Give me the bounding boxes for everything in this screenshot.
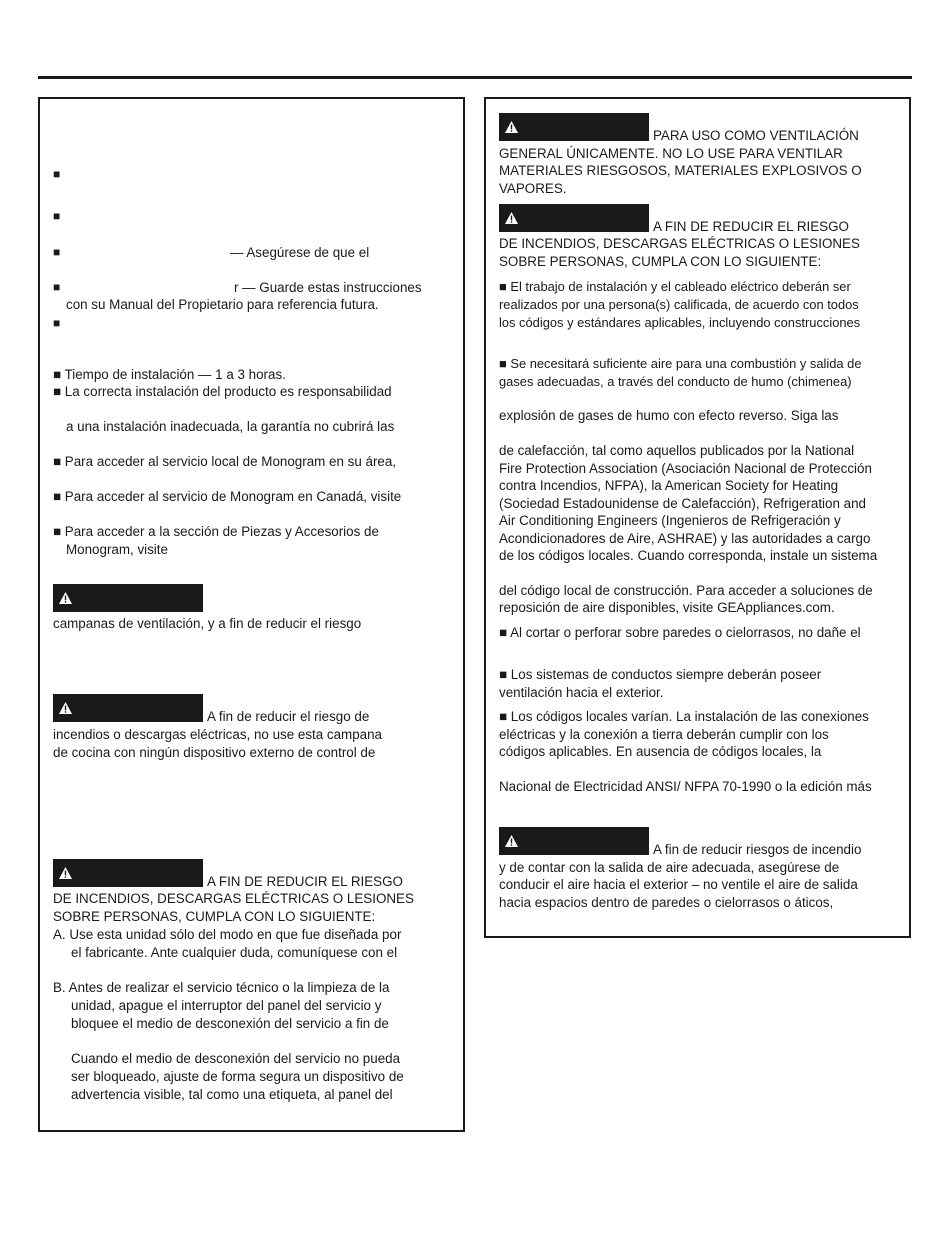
text-line: Monogram, visite bbox=[66, 542, 168, 557]
text-line: realizados por una persona(s) calificada, de acuerdo con todos bbox=[499, 297, 859, 312]
text-line: ■ Para acceder al servicio local de Monogram en su área, bbox=[53, 454, 397, 469]
text-line: incendios o descargas eléctricas, no use esta campana bbox=[53, 727, 383, 742]
text-line: ventilación hacia el exterior. bbox=[499, 685, 664, 700]
text-line: del código local de construcción. Para acceder a soluciones de bbox=[499, 583, 873, 598]
text-line: A FIN DE REDUCIR EL RIESGO bbox=[653, 219, 849, 234]
text-line: eléctricas y la conexión a tierra deberán cumplir con los bbox=[499, 727, 829, 742]
text-line: de calefacción, tal como aquellos publicados por la National bbox=[499, 443, 855, 458]
square-bullet-icon: ■ bbox=[53, 209, 61, 223]
warning-triangle-icon bbox=[505, 212, 518, 224]
warning-label bbox=[53, 859, 203, 887]
text-line: MATERIALES RIESGOSOS, MATERIALES EXPLOSIVOS O bbox=[499, 163, 862, 178]
warning-triangle-icon bbox=[59, 867, 72, 879]
warning-label bbox=[499, 204, 649, 232]
text-line: bloquee el medio de desconexión del servicio a fin de bbox=[71, 1016, 389, 1031]
text-line: los códigos y estándares aplicables, incluyendo construcciones bbox=[499, 315, 861, 330]
text-line: con su Manual del Propietario para referencia futura. bbox=[66, 297, 379, 312]
text-line: Cuando el medio de desconexión del servicio no pueda bbox=[71, 1051, 401, 1066]
text-line: gases adecuadas, a través del conducto de humo (chimenea) bbox=[499, 374, 852, 389]
text-line: campanas de ventilación, y a fin de reducir el riesgo bbox=[53, 616, 362, 631]
text-line: ■ Los sistemas de conductos siempre deberán poseer bbox=[499, 667, 822, 682]
text-line: ■ La correcta instalación del producto es responsabilidad bbox=[53, 384, 392, 399]
text-line: A fin de reducir el riesgo de bbox=[207, 709, 370, 724]
text-line: códigos aplicables. En ausencia de códigos locales, la bbox=[499, 744, 822, 759]
warning-label bbox=[53, 584, 203, 612]
text-line: ■ Para acceder al servicio de Monogram en Canadá, visite bbox=[53, 489, 402, 504]
warning-triangle-icon bbox=[59, 702, 72, 714]
text-line: reposición de aire disponibles, visite GEAppliances.com. bbox=[499, 600, 835, 615]
text-line: A FIN DE REDUCIR EL RIESGO bbox=[207, 874, 403, 889]
text-line: DE INCENDIOS, DESCARGAS ELÉCTRICAS O LESIONES bbox=[53, 891, 414, 906]
text-line: hacia espacios dentro de paredes o cielorrasos o áticos, bbox=[499, 895, 834, 910]
text-line: unidad, apague el interruptor del panel del servicio y bbox=[71, 998, 382, 1013]
text-line: conducir el aire hacia el exterior – no ventile el aire de salida bbox=[499, 877, 858, 892]
text-line: ■ Al cortar o perforar sobre paredes o cielorrasos, no dañe el bbox=[499, 625, 861, 640]
text-line: GENERAL ÚNICAMENTE. NO LO USE PARA VENTILAR bbox=[499, 146, 843, 161]
warning-label bbox=[499, 827, 649, 855]
square-bullet-icon: ■ bbox=[53, 167, 61, 181]
warning-label bbox=[53, 694, 203, 722]
text-line: PARA USO COMO VENTILACIÓN bbox=[653, 128, 859, 143]
text-line: de los códigos locales. Cuando corresponda, instale un sistema bbox=[499, 548, 878, 563]
text-line: VAPORES. bbox=[499, 181, 567, 196]
warning-triangle-icon bbox=[59, 592, 72, 604]
text-line: a una instalación inadecuada, la garantía no cubrirá las bbox=[66, 419, 395, 434]
warning-triangle-icon bbox=[505, 121, 518, 133]
text-line: r — Guarde estas instrucciones bbox=[234, 280, 422, 295]
text-line: B. Antes de realizar el servicio técnico o la limpieza de la bbox=[53, 980, 390, 995]
text-line: — Asegúrese de que el bbox=[230, 245, 370, 260]
text-line: Acondicionadores de Aire, ASHRAE) y las autoridades a cargo bbox=[499, 531, 871, 546]
square-bullet-icon: ■ bbox=[53, 280, 61, 294]
text-line: ■ Tiempo de instalación — 1 a 3 horas. bbox=[53, 367, 286, 382]
text-line: y de contar con la salida de aire adecuada, asegúrese de bbox=[499, 860, 840, 875]
text-line: SOBRE PERSONAS, CUMPLA CON LO SIGUIENTE: bbox=[53, 909, 376, 924]
text-line: Air Conditioning Engineers (Ingenieros de Refrigeración y bbox=[499, 513, 841, 528]
warning-label bbox=[499, 113, 649, 141]
text-line: ser bloqueado, ajuste de forma segura un dispositivo de bbox=[71, 1069, 404, 1084]
warning-triangle-icon bbox=[505, 835, 518, 847]
text-line: (Sociedad Estadounidense de Calefacción), Refrigeration and bbox=[499, 496, 866, 511]
text-line: ■ Los códigos locales varían. La instalación de las conexiones bbox=[499, 709, 869, 724]
square-bullet-icon: ■ bbox=[53, 316, 61, 330]
text-line: de cocina con ningún dispositivo externo de control de bbox=[53, 745, 376, 760]
text-line: Fire Protection Association (Asociación Nacional de Protección bbox=[499, 461, 872, 476]
text-line: contra Incendios, NFPA), la American Society for Heating bbox=[499, 478, 839, 493]
text-line: explosión de gases de humo con efecto reverso. Siga las bbox=[499, 408, 839, 423]
text-line: Nacional de Electricidad ANSI/ NFPA 70-1990 o la edición más bbox=[499, 779, 872, 794]
square-bullet-icon: ■ bbox=[53, 245, 61, 259]
text-line: A fin de reducir riesgos de incendio bbox=[653, 842, 862, 857]
text-line: A. Use esta unidad sólo del modo en que fue diseñada por bbox=[53, 927, 402, 942]
text-line: SOBRE PERSONAS, CUMPLA CON LO SIGUIENTE: bbox=[499, 254, 822, 269]
text-line: ■ El trabajo de instalación y el cableado eléctrico deberán ser bbox=[499, 279, 851, 294]
text-line: advertencia visible, tal como una etiqueta, al panel del bbox=[71, 1087, 393, 1102]
text-line: ■ Se necesitará suficiente aire para una combustión y salida de bbox=[499, 356, 862, 371]
text-line: el fabricante. Ante cualquier duda, comuníquese con el bbox=[71, 945, 398, 960]
text-line: ■ Para acceder a la sección de Piezas y Accesorios de bbox=[53, 524, 379, 539]
text-line: DE INCENDIOS, DESCARGAS ELÉCTRICAS O LESIONES bbox=[499, 236, 860, 251]
header-rule bbox=[38, 76, 912, 79]
